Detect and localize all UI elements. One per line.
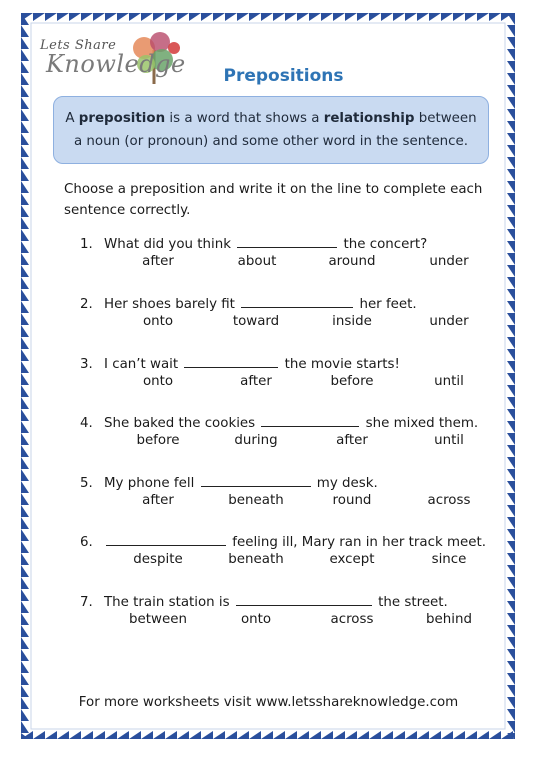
answer-options — [80, 374, 500, 394]
instructions: Choose a preposition and write it on the line to complete each sentence correctly. — [64, 182, 483, 218]
option-word: onto — [142, 374, 174, 389]
sentence-before: I can’t wait — [104, 357, 183, 372]
logo-text-top: Lets Share — [40, 38, 117, 53]
option-word: beneath — [228, 552, 284, 567]
question-item — [80, 234, 500, 274]
answer-blank[interactable] — [236, 592, 372, 606]
option-word: since — [431, 552, 467, 567]
option-word: after — [240, 374, 272, 389]
option-word: until — [434, 374, 464, 389]
option-word: beneath — [228, 493, 284, 508]
question-sentence — [80, 234, 500, 254]
question-item — [80, 592, 500, 632]
answer-options — [80, 433, 500, 453]
option-word: onto — [142, 314, 174, 329]
sentence-after: she mixed them. — [361, 416, 479, 431]
answer-options — [80, 493, 500, 513]
answer-options — [80, 314, 500, 334]
option-word: about — [237, 254, 277, 269]
answer-blank[interactable] — [241, 294, 353, 308]
question-sentence — [80, 294, 500, 314]
option-word: under — [429, 314, 469, 329]
sentence-before: Her shoes barely fit — [104, 297, 240, 312]
answer-blank[interactable] — [261, 413, 359, 427]
question-number: 3. — [80, 357, 93, 372]
option-word: across — [330, 612, 374, 627]
question-number: 1. — [80, 237, 93, 252]
option-word: onto — [240, 612, 272, 627]
sentence-after: feeling ill, Mary ran in her track meet. — [228, 535, 487, 550]
answer-options — [80, 612, 500, 632]
question-item — [80, 354, 500, 394]
question-sentence — [80, 354, 500, 374]
sentence-before: The train station is — [104, 595, 234, 610]
option-word: during — [234, 433, 278, 448]
option-word: around — [328, 254, 376, 269]
sentence-before: She baked the cookies — [104, 416, 260, 431]
option-word: inside — [332, 314, 372, 329]
question-number: 5. — [80, 476, 93, 491]
sentence-before: What did you think — [104, 237, 236, 252]
question-item — [80, 532, 500, 572]
term-relationship: relationship — [323, 111, 415, 126]
answer-blank[interactable] — [184, 354, 278, 368]
logo-text-main: Knowledge — [46, 50, 186, 78]
sentence-after: the movie starts! — [280, 357, 400, 372]
option-word: behind — [426, 612, 472, 627]
sentence-after: her feet. — [355, 297, 417, 312]
question-item — [80, 413, 500, 453]
option-word: across — [427, 493, 471, 508]
footer-link-text: For more worksheets visit www.letsshareknowledge.com — [78, 695, 459, 710]
option-word: after — [336, 433, 368, 448]
sentence-before: My phone fell — [104, 476, 199, 491]
question-number: 7. — [80, 595, 93, 610]
term-preposition: preposition — [78, 111, 166, 126]
question-sentence — [80, 532, 500, 552]
option-word: before — [136, 433, 180, 448]
option-word: toward — [232, 314, 280, 329]
option-word: except — [329, 552, 375, 567]
answer-blank[interactable] — [106, 532, 226, 546]
option-word: despite — [133, 552, 183, 567]
question-item — [80, 294, 500, 334]
option-word: between — [129, 612, 187, 627]
answer-blank[interactable] — [201, 473, 311, 487]
option-word: under — [429, 254, 469, 269]
worksheet-title: Prepositions — [223, 66, 344, 86]
definition-text: A preposition is a word that shows a relationship between a noun (or pronoun) and some other word in the sentence. — [65, 111, 477, 149]
sentence-after: the street. — [373, 595, 448, 610]
question-sentence — [80, 592, 500, 612]
question-number: 6. — [80, 535, 93, 550]
answer-options — [80, 254, 500, 274]
question-number: 4. — [80, 416, 93, 431]
question-number: 2. — [80, 297, 93, 312]
sentence-after: the concert? — [339, 237, 428, 252]
definition-box — [53, 96, 489, 164]
sentence-after: my desk. — [312, 476, 378, 491]
option-word: before — [330, 374, 374, 389]
answer-options — [80, 552, 500, 572]
option-word: until — [434, 433, 464, 448]
option-word: round — [332, 493, 372, 508]
question-sentence — [80, 413, 500, 433]
question-item — [80, 473, 500, 513]
question-sentence — [80, 473, 500, 493]
option-word: after — [142, 254, 174, 269]
answer-blank[interactable] — [237, 234, 337, 248]
option-word: after — [142, 493, 174, 508]
